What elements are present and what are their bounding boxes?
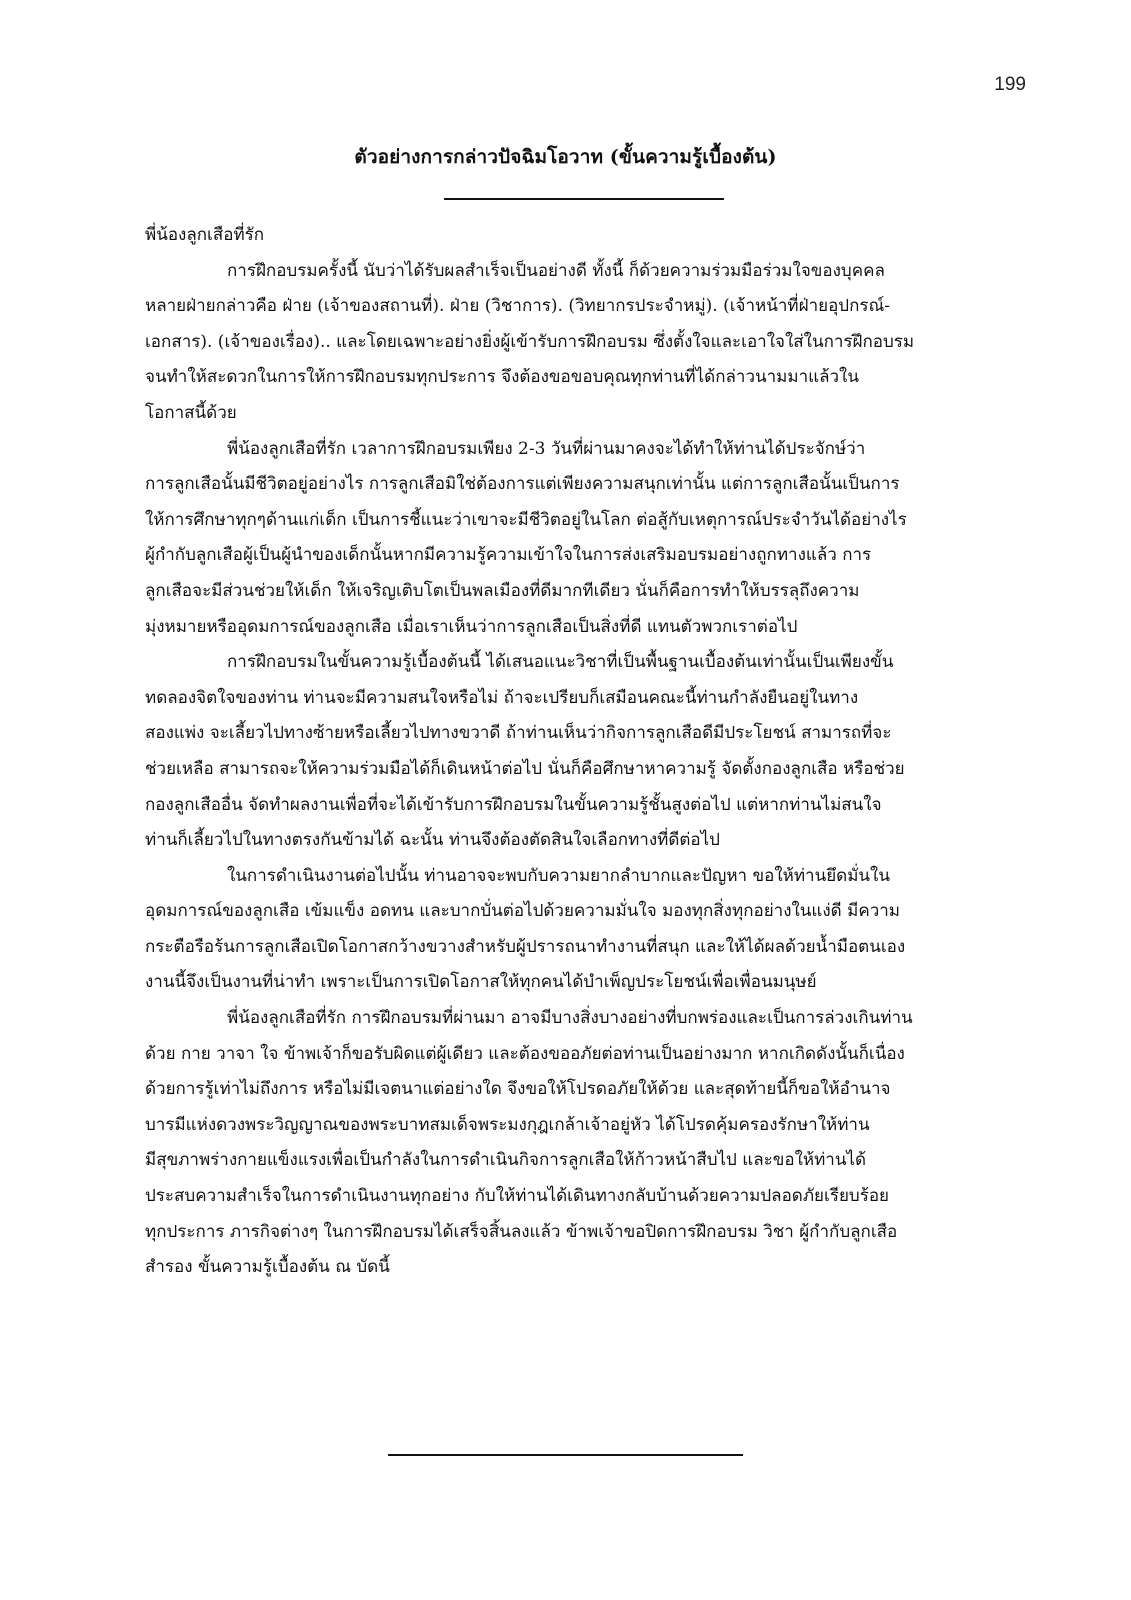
body-line: มุ่งหมายหรืออุดมการณ์ของลูกเสือ เมื่อเราเห็นว่าการลูกเสือเป็นสิ่งที่ดี แทนตัวพวกเราต่อไป (145, 616, 798, 637)
page-title: ตัวอย่างการกล่าวปัจฉิมโอวาท (ขั้นความรู้เบื้องต้น) (354, 146, 777, 168)
body-line: ในการดำเนินงานต่อไปนั้น ท่านอาจจะพบกับความยากลำบากและปัญหา ขอให้ท่านยึดมั่นใน (227, 865, 890, 886)
body-line: ทุกประการ ภารกิจต่างๆ ในการฝึกอบรมได้เสร็จสิ้นลงแล้ว ข้าพเจ้าขอปิดการฝึกอบรม วิชา ผู้กำกับลูกเสือ (145, 1221, 898, 1242)
body-line: ทดลองจิตใจของท่าน ท่านจะมีความสนใจหรือไม่ ถ้าจะเปรียบก็เสมือนคณะนี้ท่านกำลังยืนอยู่ในทาง (145, 687, 859, 708)
body-line: ผู้กำกับลูกเสือผู้เป็นผู้นำของเด็กนั้นหากมีความรู้ความเข้าใจในการส่งเสริมอบรมอย่างถูกทางแล้ว การ (145, 545, 872, 566)
body-line: ด้วยการรู้เท่าไม่ถึงการ หรือไม่มีเจตนาแต่อย่างใด จึงขอให้โปรดอภัยให้ด้วย และสุดท้ายนี้ก็ขอให้อำนาจ (145, 1079, 891, 1100)
body-line: ลูกเสือจะมีส่วนช่วยให้เด็ก ให้เจริญเติบโตเป็นพลเมืองที่ดีมากทีเดียว นั่นก็คือการทำให้บรรลุถึงความ (145, 580, 860, 601)
body-line: เอกสาร). (เจ้าของเรื่อง).. และโดยเฉพาะอย่างยิ่งผู้เข้ารับการฝึกอบรม ซึ่งตั้งใจและเอาใจใส่ในการฝึกอบรม (145, 331, 915, 352)
body-line: สองแพ่ง จะเลี้ยวไปทางซ้ายหรือเลี้ยวไปทางขวาดี ถ้าท่านเห็นว่ากิจการลูกเสือดีมีประโยชน์ สามารถที่จะ (145, 723, 892, 744)
body-line: มีสุขภาพร่างกายแข็งแรงเพื่อเป็นกำลังในการดำเนินกิจการลูกเสือให้ก้าวหน้าสืบไป และขอให้ท่านได้ (145, 1150, 867, 1171)
body-line: อุดมการณ์ของลูกเสือ เข้มแข็ง อดทน และบากบั่นต่อไปด้วยความมั่นใจ มองทุกสิ่งทุกอย่างในแง่ดี มีความ (145, 901, 900, 922)
page-number: 199 (994, 74, 1026, 95)
body-line: จนทำให้สะดวกในการให้การฝึกอบรมทุกประการ จึงต้องขอขอบคุณทุกท่านที่ได้กล่าวนามมาแล้วใน (145, 367, 859, 388)
body-line: พี่น้องลูกเสือที่รัก เวลาการฝึกอบรมเพียง 2-3 วันที่ผ่านมาคงจะได้ทำให้ท่านได้ประจักษ์ว่า (227, 438, 866, 459)
body-line: บารมีแห่งดวงพระวิญญาณของพระบาทสมเด็จพระมงกุฎเกล้าเจ้าอยู่หัว ได้โปรดคุ้มครองรักษาให้ท่าน (145, 1114, 870, 1135)
body-line: ให้การศึกษาทุกๆด้านแก่เด็ก เป็นการชี้แนะว่าเขาจะมีชีวิตอยู่ในโลก ต่อสู้กับเหตุการณ์ประจำวันได้อย่างไร (145, 509, 907, 530)
body-line: ด้วย กาย วาจา ใจ ข้าพเจ้าก็ขอรับผิดแต่ผู้เดียว และต้องขออภัยต่อท่านเป็นอย่างมาก หากเกิดดังนั้นก็เนื่อง (145, 1043, 905, 1064)
body-line: การลูกเสือนั้นมีชีวิตอยู่อย่างไร การลูกเสือมิใช่ต้องการแต่เพียงความสนุกเท่านั้น แต่การลูกเสือนั้นเป็นการ (145, 474, 900, 495)
title-underline (444, 198, 724, 200)
body-line: หลายฝ่ายกล่าวคือ ฝ่าย (เจ้าของสถานที่). ฝ่าย (วิชาการ). (วิทยากรประจำหมู่). (เจ้าหน้าที่ฝ่ายอุปกรณ์- (145, 296, 891, 317)
body-line: การฝึกอบรมในขั้นความรู้เบื้องต้นนี้ ได้เสนอแนะวิชาที่เป็นพื้นฐานเบื้องต้นเท่านั้นเป็นเพียงขั้น (227, 652, 894, 673)
body-line: พี่น้องลูกเสือที่รัก (145, 225, 265, 245)
body-line: ท่านก็เลี้ยวไปในทางตรงกันข้ามได้ ฉะนั้น ท่านจึงต้องตัดสินใจเลือกทางที่ดีต่อไป (145, 830, 720, 851)
body-text (145, 218, 1025, 1286)
body-line: โอกาสนี้ด้วย (145, 402, 237, 423)
body-line: ช่วยเหลือ สามารถจะให้ความร่วมมือได้ก็เดินหน้าต่อไป นั่นก็คือศึกษาหาความรู้ จัดตั้งกองลูกเสือ หรือช่วย (145, 758, 905, 779)
body-line: สำรอง ขั้นความรู้เบื้องต้น ณ บัดนี้ (145, 1257, 390, 1278)
body-line: กองลูกเสืออื่น จัดทำผลงานเพื่อที่จะได้เข้ารับการฝึกอบรมในขั้นความรู้ชั้นสูงต่อไป แต่หากท่านไม่สนใจ (145, 794, 882, 815)
closing-rule (388, 1454, 743, 1456)
body-line: พี่น้องลูกเสือที่รัก การฝึกอบรมที่ผ่านมา อาจมีบางสิ่งบางอย่างที่บกพร่องและเป็นการล่วงเกินท่าน (227, 1008, 913, 1029)
body-line: งานนี้จึงเป็นงานที่น่าทำ เพราะเป็นการเปิดโอกาสให้ทุกคนได้บำเพ็ญประโยชน์เพื่อเพื่อนมนุษย์ (145, 972, 817, 993)
body-line: ประสบความสำเร็จในการดำเนินงานทุกอย่าง กับให้ท่านได้เดินทางกลับบ้านด้วยความปลอดภัยเรียบร้อย (145, 1186, 890, 1207)
body-line: การฝึกอบรมครั้งนี้ นับว่าได้รับผลสำเร็จเป็นอย่างดี ทั้งนี้ ก็ด้วยความร่วมมือร่วมใจของบุคคล (227, 260, 885, 281)
body-line: กระตือรือร้นการลูกเสือเปิดโอกาสกว้างขวางสำหรับผู้ปรารถนาทำงานที่สนุก และให้ได้ผลด้วยน้ำมือตนเอง (145, 936, 906, 957)
